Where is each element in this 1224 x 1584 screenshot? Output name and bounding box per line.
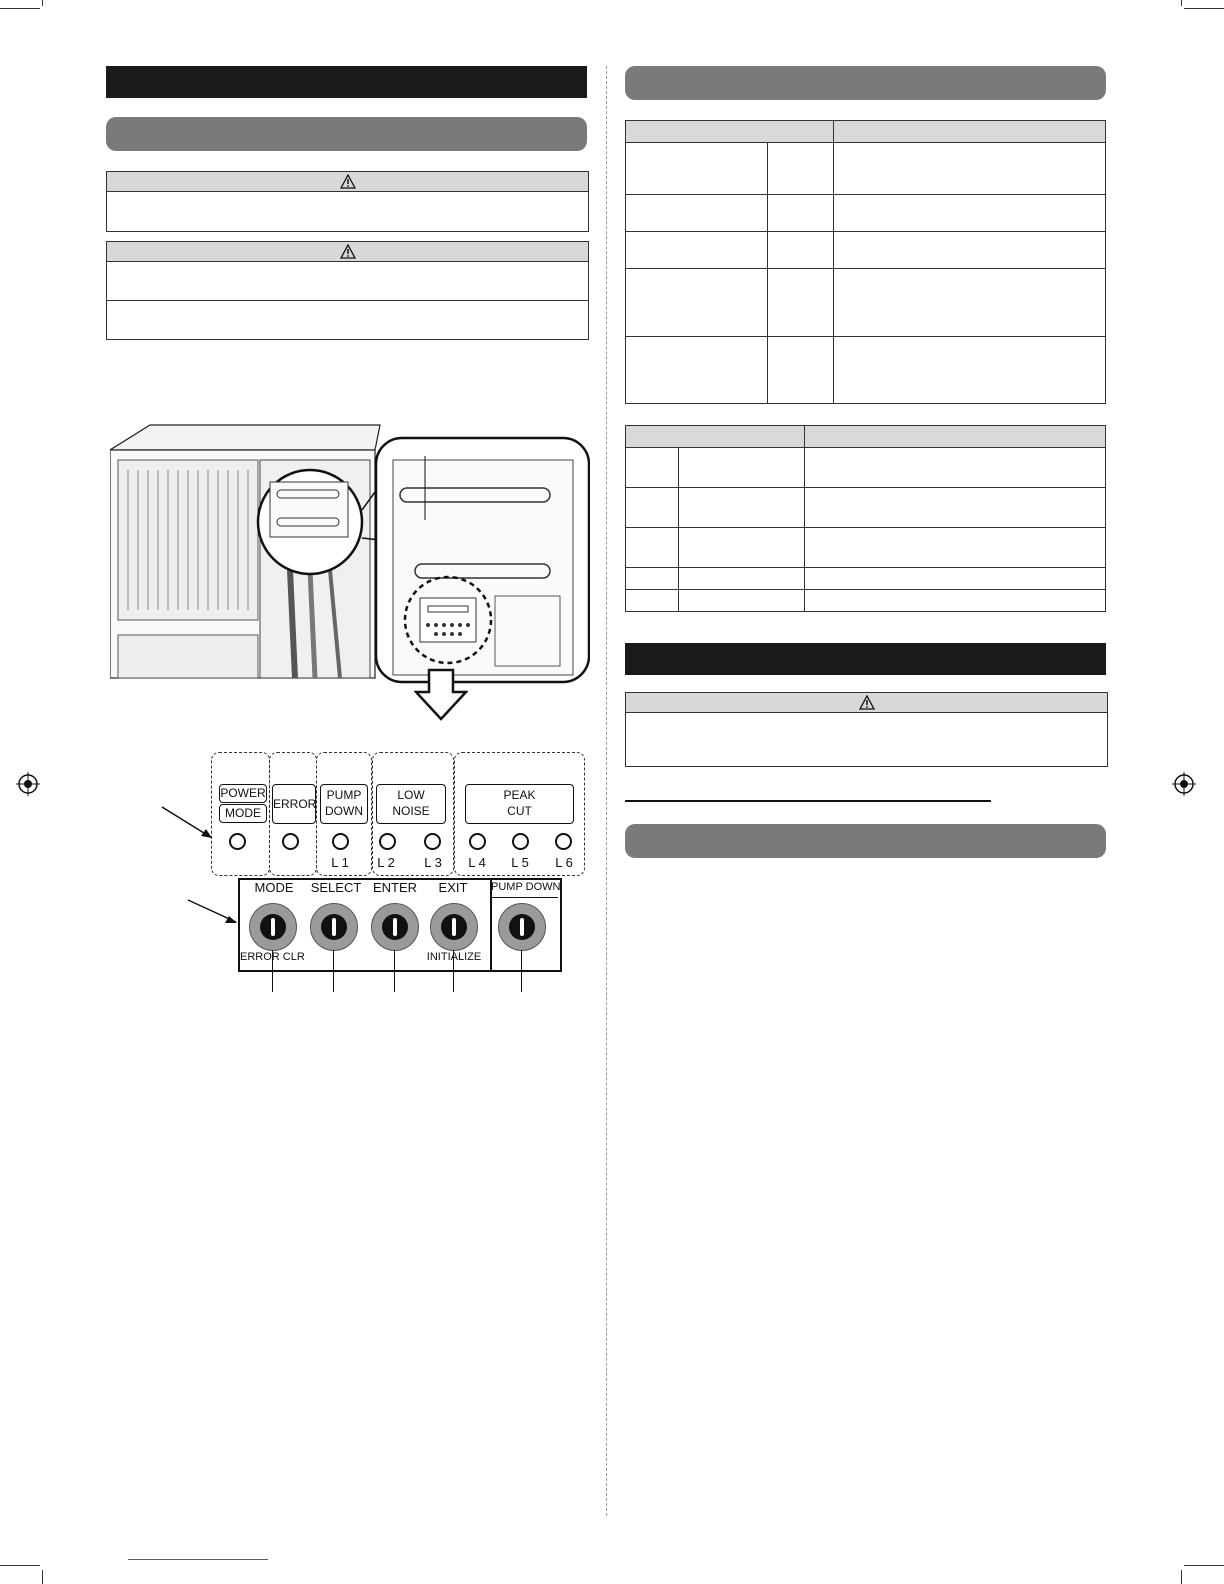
subsection-heading-bar-right xyxy=(625,66,1106,100)
crop-mark-top-right-v xyxy=(1181,0,1182,6)
peak-cut-line-2: CUT xyxy=(507,804,532,818)
section-heading-bar xyxy=(106,66,587,98)
down-arrow-icon xyxy=(414,668,468,722)
leader-line-exit xyxy=(453,950,454,992)
crop-mark-bottom-right-h xyxy=(1184,1565,1224,1566)
enter-button[interactable] xyxy=(371,903,419,951)
led-label-l1: L 1 xyxy=(331,855,349,870)
leader-line-mode xyxy=(272,950,273,992)
table-row xyxy=(626,528,1106,568)
error-label: ERROR xyxy=(272,784,316,824)
mode-label: MODE xyxy=(219,804,267,823)
warning-icon xyxy=(340,174,356,189)
led-label-l5: L 5 xyxy=(511,855,529,870)
outdoor-unit-illustration xyxy=(110,420,590,720)
warning-icon xyxy=(340,244,356,259)
crop-mark-top-right-h xyxy=(1184,8,1224,9)
led-l5 xyxy=(512,833,529,850)
pump-down-button-label: PUMP DOWN xyxy=(491,881,561,893)
table-1-header-left xyxy=(626,121,834,143)
caution-box-header xyxy=(107,242,588,262)
crop-mark-top-left-h xyxy=(0,8,40,9)
registration-mark-icon xyxy=(16,772,40,796)
error-clr-sublabel: ERROR CLR xyxy=(240,951,305,963)
led-label-l6: L 6 xyxy=(555,855,573,870)
table-row xyxy=(626,488,1106,528)
section-heading-bar-right xyxy=(625,643,1106,675)
leader-line-pump-down xyxy=(521,950,522,992)
low-noise-line-2: NOISE xyxy=(392,804,430,818)
led-l3 xyxy=(424,833,441,850)
crop-mark-bottom-left-v xyxy=(42,1570,43,1584)
table-row xyxy=(626,143,1106,195)
table-row xyxy=(626,269,1106,336)
low-noise-line-1: LOW xyxy=(397,788,425,802)
led-power-mode xyxy=(229,833,246,850)
pump-down-button[interactable] xyxy=(498,903,546,951)
led-l1 xyxy=(332,833,349,850)
subsection-heading-bar-right-2 xyxy=(625,824,1106,858)
table-row xyxy=(626,448,1106,488)
subsection-heading-bar xyxy=(106,117,587,151)
table-row xyxy=(626,336,1106,403)
caution-box-right xyxy=(625,692,1108,767)
table-2-header-left xyxy=(626,426,805,448)
footer-link[interactable] xyxy=(128,1558,268,1560)
initialize-sublabel: INITIALIZE xyxy=(426,951,482,963)
crop-mark-top-left-v xyxy=(42,0,43,6)
crop-mark-bottom-right-v xyxy=(1181,1570,1182,1584)
settings-table-2 xyxy=(625,425,1106,612)
table-1-header-right xyxy=(834,121,1106,143)
pump-down-line-1: PUMP xyxy=(326,788,362,802)
led-l6 xyxy=(555,833,572,850)
registration-mark-icon xyxy=(1172,772,1196,796)
enter-button-label: ENTER xyxy=(372,880,418,895)
warning-box xyxy=(106,171,589,232)
peak-cut-indicator-label xyxy=(465,784,574,824)
warning-icon xyxy=(859,695,875,710)
leader-line-enter xyxy=(394,950,395,992)
exit-button-label: EXIT xyxy=(438,880,468,895)
mode-button-label: MODE xyxy=(254,880,294,895)
peak-cut-line-1: PEAK xyxy=(503,788,536,802)
mode-button[interactable] xyxy=(249,903,297,951)
warning-box-header xyxy=(107,172,588,192)
exit-button[interactable] xyxy=(430,903,478,951)
pump-down-line-2: DOWN xyxy=(325,804,363,818)
underline-rule xyxy=(625,800,991,802)
power-label: POWER xyxy=(219,784,267,803)
table-2-header-right xyxy=(805,426,1106,448)
pointer-arrow-leds xyxy=(160,805,220,845)
low-noise-indicator-label xyxy=(376,784,446,824)
table-row xyxy=(626,568,1106,590)
pump-down-indicator-label xyxy=(320,784,368,824)
pump-down-label-divider xyxy=(490,897,558,898)
caution-box xyxy=(106,241,589,340)
select-button[interactable] xyxy=(310,903,358,951)
table-row xyxy=(626,590,1106,612)
led-l2 xyxy=(379,833,396,850)
settings-table-1 xyxy=(625,120,1106,404)
table-row xyxy=(626,195,1106,232)
led-l4 xyxy=(469,833,486,850)
led-error xyxy=(282,833,299,850)
column-divider xyxy=(606,66,607,1516)
caution-row-divider xyxy=(107,300,588,301)
caution-box-right-header xyxy=(626,693,1107,713)
pointer-arrow-buttons xyxy=(186,898,242,928)
leader-line-select xyxy=(333,950,334,992)
select-button-label: SELECT xyxy=(310,880,362,895)
led-label-l4: L 4 xyxy=(468,855,486,870)
led-label-l3: L 3 xyxy=(424,855,442,870)
led-label-l2: L 2 xyxy=(377,855,395,870)
table-row xyxy=(626,232,1106,269)
crop-mark-bottom-left-h xyxy=(0,1565,40,1566)
